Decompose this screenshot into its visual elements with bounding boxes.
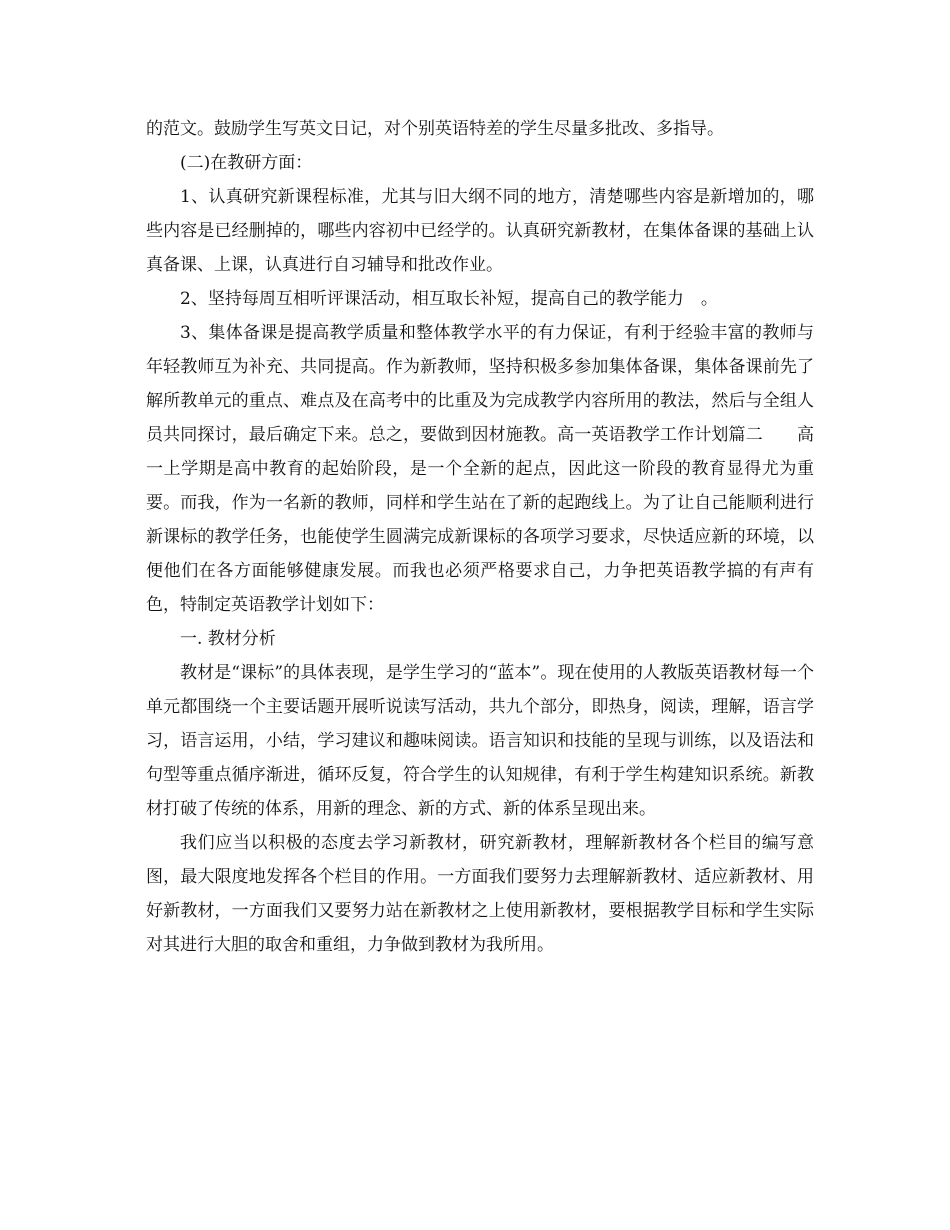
paragraph-textbook-description: 教材是“课标”的具体表现，是学生学习的“蓝本”。现在使用的人教版英语教材每一个单元都围绕一个主要话题开展听说读写活动，共九个部分，即热身，阅读，理解，语言学习，语言运用，小结，学习建议和趣味阅读。语言知识和技能的呈现与训练，以及语法和句型等重点循序渐进，循环反复，符合学生的认知规律，有利于学生构建知识系统。新教材打破了传统的体系，用新的理念、新的方式、新的体系呈现出来。 — [146, 663, 814, 819]
document-body — [146, 112, 814, 962]
paragraph-item-3: 3、集体备课是提高教学质量和整体教学水平的有力保证，有利于经验丰富的教师与年轻教师互为补充、共同提高。作为新教师，坚持积极多参加集体备课，集体备课前先了解所教单元的重点、难点及在高考中的比重及为完成教学内容所用的教法，然后与全组人员共同探讨，最后确定下来。总之，要做到因材施教。高一英语教学工作计划篇二 高一上学期是高中教育的起始阶段，是一个全新的起点，因此这一阶段的教育显得尤为重要。而我，作为一名新的教师，同样和学生站在了新的起跑线上。为了让自己能顺利进行新课标的教学任务，也能使学生圆满完成新课标的各项学习要求，尽快适应新的环境，以便他们在各方面能够健康发展。而我也必须严格要求自己，力争把英语教学搞的有声有色，特制定英语教学计划如下： — [146, 323, 814, 615]
paragraph-essay-note: 的范文。鼓励学生写英文日记，对个别英语特差的学生尽量多批改、多指导。 — [146, 119, 724, 139]
paragraph-item-2: 2、坚持每周互相听评课活动，相互取长补短，提高自己的教学能力 。 — [180, 289, 718, 309]
paragraph-textbook-attitude: 我们应当以积极的态度去学习新教材，研究新教材，理解新教材各个栏目的编写意图，最大限度地发挥各个栏目的作用。一方面我们要努力去理解新教材、适应新教材、用好新教材，一方面我们又要努力站在新教材之上使用新教材，要根据教学目标和学生实际对其进行大胆的取舍和重组，力争做到教材为我所用。 — [146, 833, 814, 955]
section-heading-textbook-analysis: 一. 教材分析 — [180, 629, 276, 649]
paragraph-item-1: 1、认真研究新课程标准，尤其与旧大纲不同的地方，清楚哪些内容是新增加的，哪些内容是已经删掉的，哪些内容初中已经学的。认真研究新教材，在集体备课的基础上认真备课、上课，认真进行自习辅导和批改作业。 — [146, 187, 814, 275]
section-heading-teaching-research: (二)在教研方面： — [180, 153, 313, 173]
